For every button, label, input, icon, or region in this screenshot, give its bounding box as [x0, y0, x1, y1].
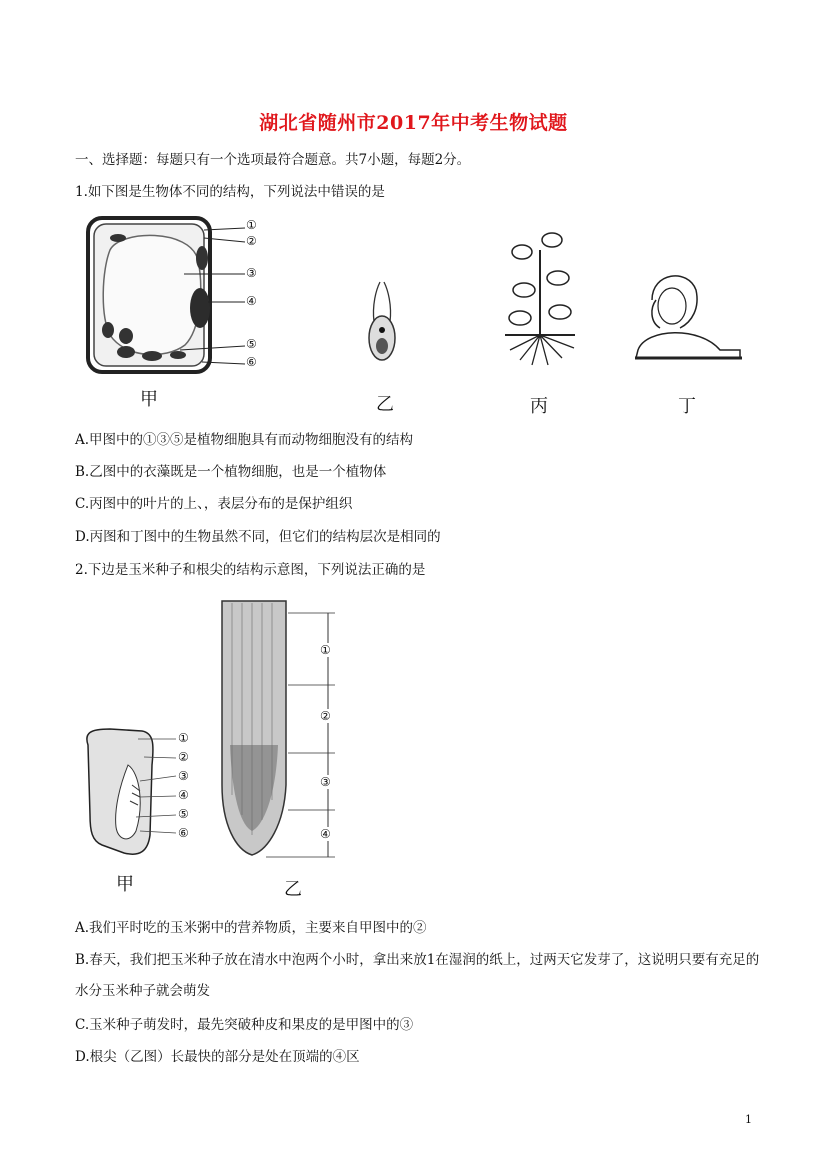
q1-option-b: B.乙图中的衣藻既是一个植物细胞，也是一个植物体	[75, 464, 387, 480]
q2-option-c: C.玉米种子萌发时，最先突破种皮和果皮的是甲图中的③	[75, 1017, 414, 1033]
section-heading: 一、选择题：每题只有一个选项最符合题意。共7小题，每题2分。	[75, 152, 471, 168]
root-tip-drawing	[222, 601, 335, 857]
cell-callout-2: ②	[246, 234, 257, 248]
question-1-figure	[80, 210, 760, 420]
figure-label-seed: 甲	[116, 874, 134, 895]
cell-callout-1: ①	[246, 218, 257, 232]
q2-option-a: A.我们平时吃的玉米粥中的营养物质，主要来自甲图中的②	[75, 920, 427, 936]
question-1-stem: 1.如下图是生物体不同的结构，下列说法中错误的是	[75, 184, 385, 200]
page-number: 1	[745, 1113, 752, 1126]
figure-label-yi: 乙	[376, 394, 394, 415]
plant-cell-drawing	[88, 218, 245, 372]
root-callout-1: ①	[320, 643, 331, 657]
cell-callout-5: ⑤	[246, 337, 257, 351]
question-2-figure	[80, 595, 380, 900]
question-2-figure-drawing	[80, 595, 380, 900]
root-callout-4: ④	[320, 827, 331, 841]
seed-callout-2: ②	[178, 750, 189, 764]
q1-option-d: D.丙图和丁图中的生物虽然不同，但它们的结构层次是相同的	[75, 529, 441, 545]
seed-callout-6: ⑥	[178, 826, 189, 840]
seed-callout-5: ⑤	[178, 807, 189, 821]
chlamydomonas-drawing	[369, 282, 395, 360]
q2-option-b: B.春天，我们把玉米种子放在清水中泡两个小时，拿出来放1在湿润的纸上，过两天它发芽了，这说明只要有充足的水分玉米种子就会萌发	[75, 952, 760, 999]
person-drawing	[635, 276, 742, 358]
question-1-figure-drawing	[80, 210, 760, 420]
q1-option-c: C.丙图中的叶片的上、，表层分布的是保护组织	[75, 496, 353, 512]
page-title: 湖北省随州市2017年中考生物试题	[259, 112, 568, 134]
q1-option-a: A.甲图中的①③⑤是植物细胞具有而动物细胞没有的结构	[75, 432, 414, 448]
figure-label-bing: 丙	[530, 396, 548, 417]
cell-callout-3: ③	[246, 266, 257, 280]
seed-callout-4: ④	[178, 788, 189, 802]
root-callout-3: ③	[320, 775, 331, 789]
figure-label-jia: 甲	[140, 389, 158, 410]
question-2-stem: 2.下边是玉米种子和根尖的结构示意图，下列说法正确的是	[75, 562, 426, 578]
figure-label-root: 乙	[284, 879, 302, 900]
root-callout-2: ②	[320, 709, 331, 723]
cell-callout-6: ⑥	[246, 355, 257, 369]
seed-callout-3: ③	[178, 769, 189, 783]
seed-callout-1: ①	[178, 731, 189, 745]
cell-callout-4: ④	[246, 294, 257, 308]
corn-seed-drawing	[87, 729, 176, 854]
q2-option-d: D.根尖（乙图）长最快的部分是处在顶端的④区	[75, 1049, 360, 1065]
figure-label-ding: 丁	[678, 396, 696, 417]
flowering-plant-drawing	[505, 233, 575, 365]
